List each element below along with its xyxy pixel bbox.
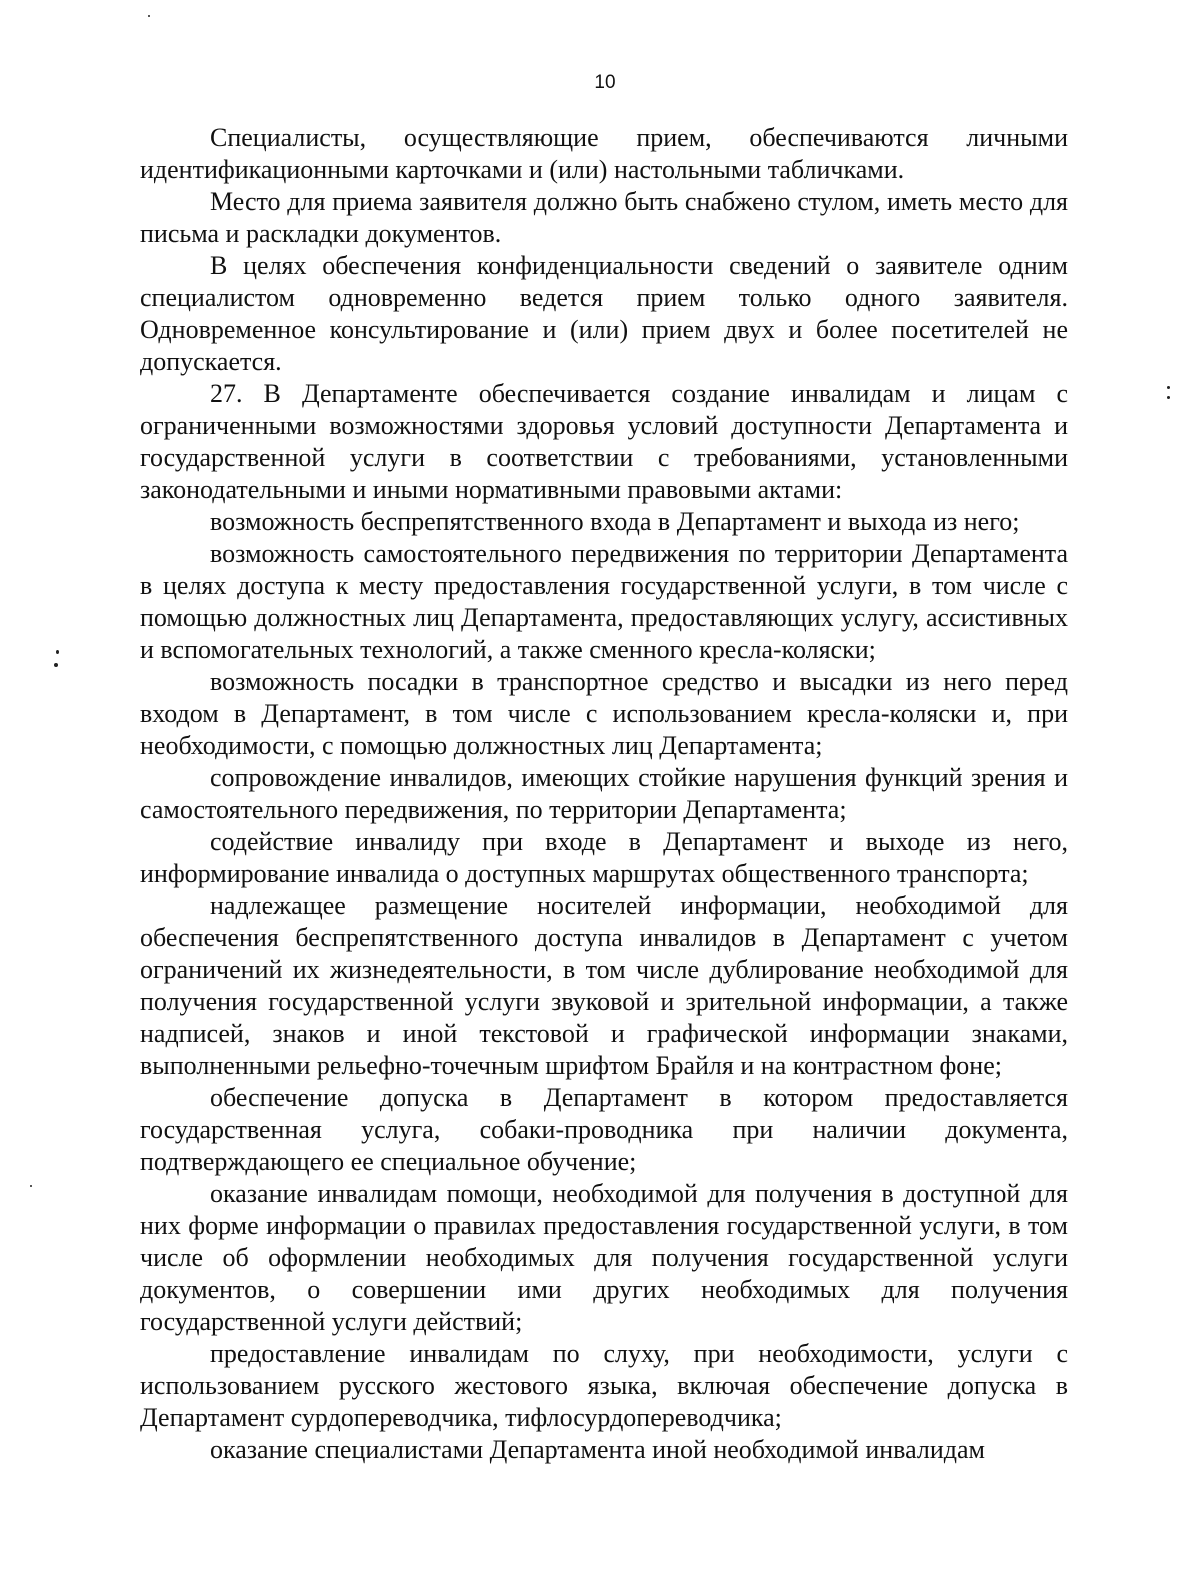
paragraph: Специалисты, осуществляющие прием, обеспечиваются личными идентификационными карточками и (или) настольными табличками. [140,123,1068,184]
paragraph: В целях обеспечения конфиденциальности сведений о заявителе одним специалистом одновременно ведется прием только одного заявителя. Одновременное консультирование и (или) прием двух и более посетителей не допускается. [140,251,1068,376]
paragraph: возможность посадки в транспортное средство и высадки из него перед входом в Департамент, в том числе с использованием кресла-коляски и, при необходимости, с помощью должностных лиц Департамента; [140,667,1068,760]
paragraph: предоставление инвалидам по слуху, при необходимости, услуги с использованием русского жестового языка, включая обеспечение допуска в Департамент сурдопереводчика, тифлосурдопереводчика; [140,1339,1068,1432]
scan-speck [54,663,58,667]
paragraph: содействие инвалиду при входе в Департамент и выходе из него, информирование инвалида о доступных маршрутах общественного транспорта; [140,827,1068,888]
paragraph: возможность самостоятельного передвижения по территории Департамента в целях доступа к месту предоставления государственной услуги, в том числе с помощью должностных лиц Департамента, предоставляющих услугу, ассистивных и вспомогательных технологий, а также сменного кресла-коляски; [140,539,1068,664]
paragraph: возможность беспрепятственного входа в Департамент и выхода из него; [210,507,1020,536]
paragraph: Место для приема заявителя должно быть снабжено стулом, иметь место для письма и раскладки документов. [140,187,1068,248]
paragraph: надлежащее размещение носителей информации, необходимой для обеспечения беспрепятственного доступа инвалидов в Департамент с учетом ограничений их жизнедеятельности, в том числе дублирование необходимой для получения государственной услуги звуковой и зрительной информации, а также надписей, знаков и иной текстовой и графической информации знаками, выполненными рельефно-точечным шрифтом Брайля и на контрастном фоне; [140,891,1068,1080]
scan-speck [148,15,150,17]
page-number: 10 [594,72,616,93]
paragraph: обеспечение допуска в Департамент в котором предоставляется государственная услуга, собаки-проводника при наличии документа, подтверждающего ее специальное обучение; [140,1083,1068,1176]
scan-speck [1167,386,1170,389]
paragraph: оказание специалистами Департамента иной необходимой инвалидам [210,1435,985,1464]
paragraph: оказание инвалидам помощи, необходимой для получения в доступной для них форме информации о правилах предоставления государственной услуги, в том числе об оформлении необходимых для получения государственной услуги документов, о совершении ими других необходимых для получения государственной услуги действий; [140,1179,1068,1336]
paragraph: сопровождение инвалидов, имеющих стойкие нарушения функций зрения и самостоятельного передвижения, по территории Департамента; [140,763,1068,824]
scan-speck [56,650,59,654]
paragraph: 27. В Департаменте обеспечивается создание инвалидам и лицам с ограниченными возможностями здоровья условий доступности Департамента и государственной услуги в соответствии с требованиями, установленными законодательными и иными нормативными правовыми актами: [140,379,1068,504]
document-body [140,122,1068,1466]
scan-speck [1167,396,1170,399]
scan-speck [30,1185,32,1187]
